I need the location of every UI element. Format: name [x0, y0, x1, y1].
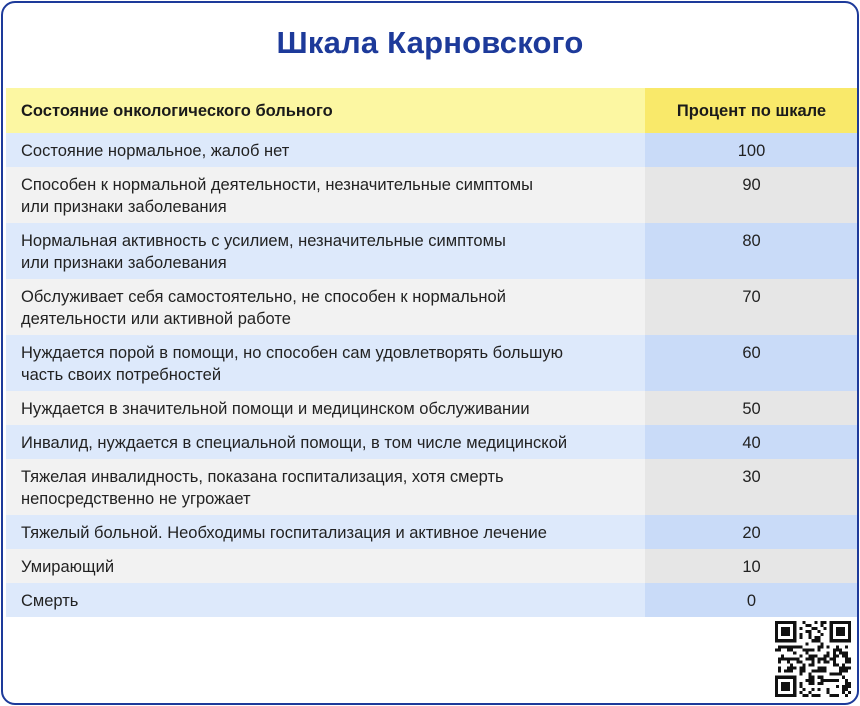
- row-percent: 90: [645, 167, 858, 223]
- table-row: [6, 459, 858, 515]
- row-state: Тяжелая инвалидность, показана госпитализация, хотя смерть непосредственно не угрожает: [6, 459, 645, 515]
- header-percent: Процент по шкале: [645, 88, 858, 133]
- row-percent: 20: [645, 515, 858, 549]
- row-state: Смерть: [6, 583, 645, 617]
- table-row: [6, 335, 858, 391]
- row-percent: 60: [645, 335, 858, 391]
- row-percent: 80: [645, 223, 858, 279]
- table-row: [6, 279, 858, 335]
- table-row: [6, 515, 858, 549]
- qr-code-icon: [775, 621, 851, 697]
- row-state: Инвалид, нуждается в специальной помощи, в том числе медицинской: [6, 425, 645, 459]
- row-state: Обслуживает себя самостоятельно, не способен к нормальной деятельности или активной работе: [6, 279, 645, 335]
- card: [1, 1, 859, 705]
- row-state: Тяжелый больной. Необходимы госпитализация и активное лечение: [6, 515, 645, 549]
- row-percent: 70: [645, 279, 858, 335]
- table-row: [6, 549, 858, 583]
- row-percent: 0: [645, 583, 858, 617]
- row-state: Нуждается порой в помощи, но способен сам удовлетворять большую часть своих потребностей: [6, 335, 645, 391]
- row-state: Умирающий: [6, 549, 645, 583]
- table-row: [6, 425, 858, 459]
- table-row: [6, 133, 858, 167]
- row-state: Нуждается в значительной помощи и медицинском обслуживании: [6, 391, 645, 425]
- table-row: [6, 583, 858, 617]
- row-state: Способен к нормальной деятельности, незначительные симптомы или признаки заболевания: [6, 167, 645, 223]
- karnofsky-table: [6, 88, 858, 617]
- row-percent: 100: [645, 133, 858, 167]
- row-state: Состояние нормальное, жалоб нет: [6, 133, 645, 167]
- row-percent: 30: [645, 459, 858, 515]
- row-percent: 10: [645, 549, 858, 583]
- table-header-row: [6, 88, 858, 133]
- row-percent: 40: [645, 425, 858, 459]
- row-state: Нормальная активность с усилием, незначительные симптомы или признаки заболевания: [6, 223, 645, 279]
- row-percent: 50: [645, 391, 858, 425]
- header-state: Состояние онкологического больного: [6, 88, 645, 133]
- table-row: [6, 167, 858, 223]
- table-row: [6, 223, 858, 279]
- page-title: Шкала Карновского: [276, 25, 584, 60]
- table-row: [6, 391, 858, 425]
